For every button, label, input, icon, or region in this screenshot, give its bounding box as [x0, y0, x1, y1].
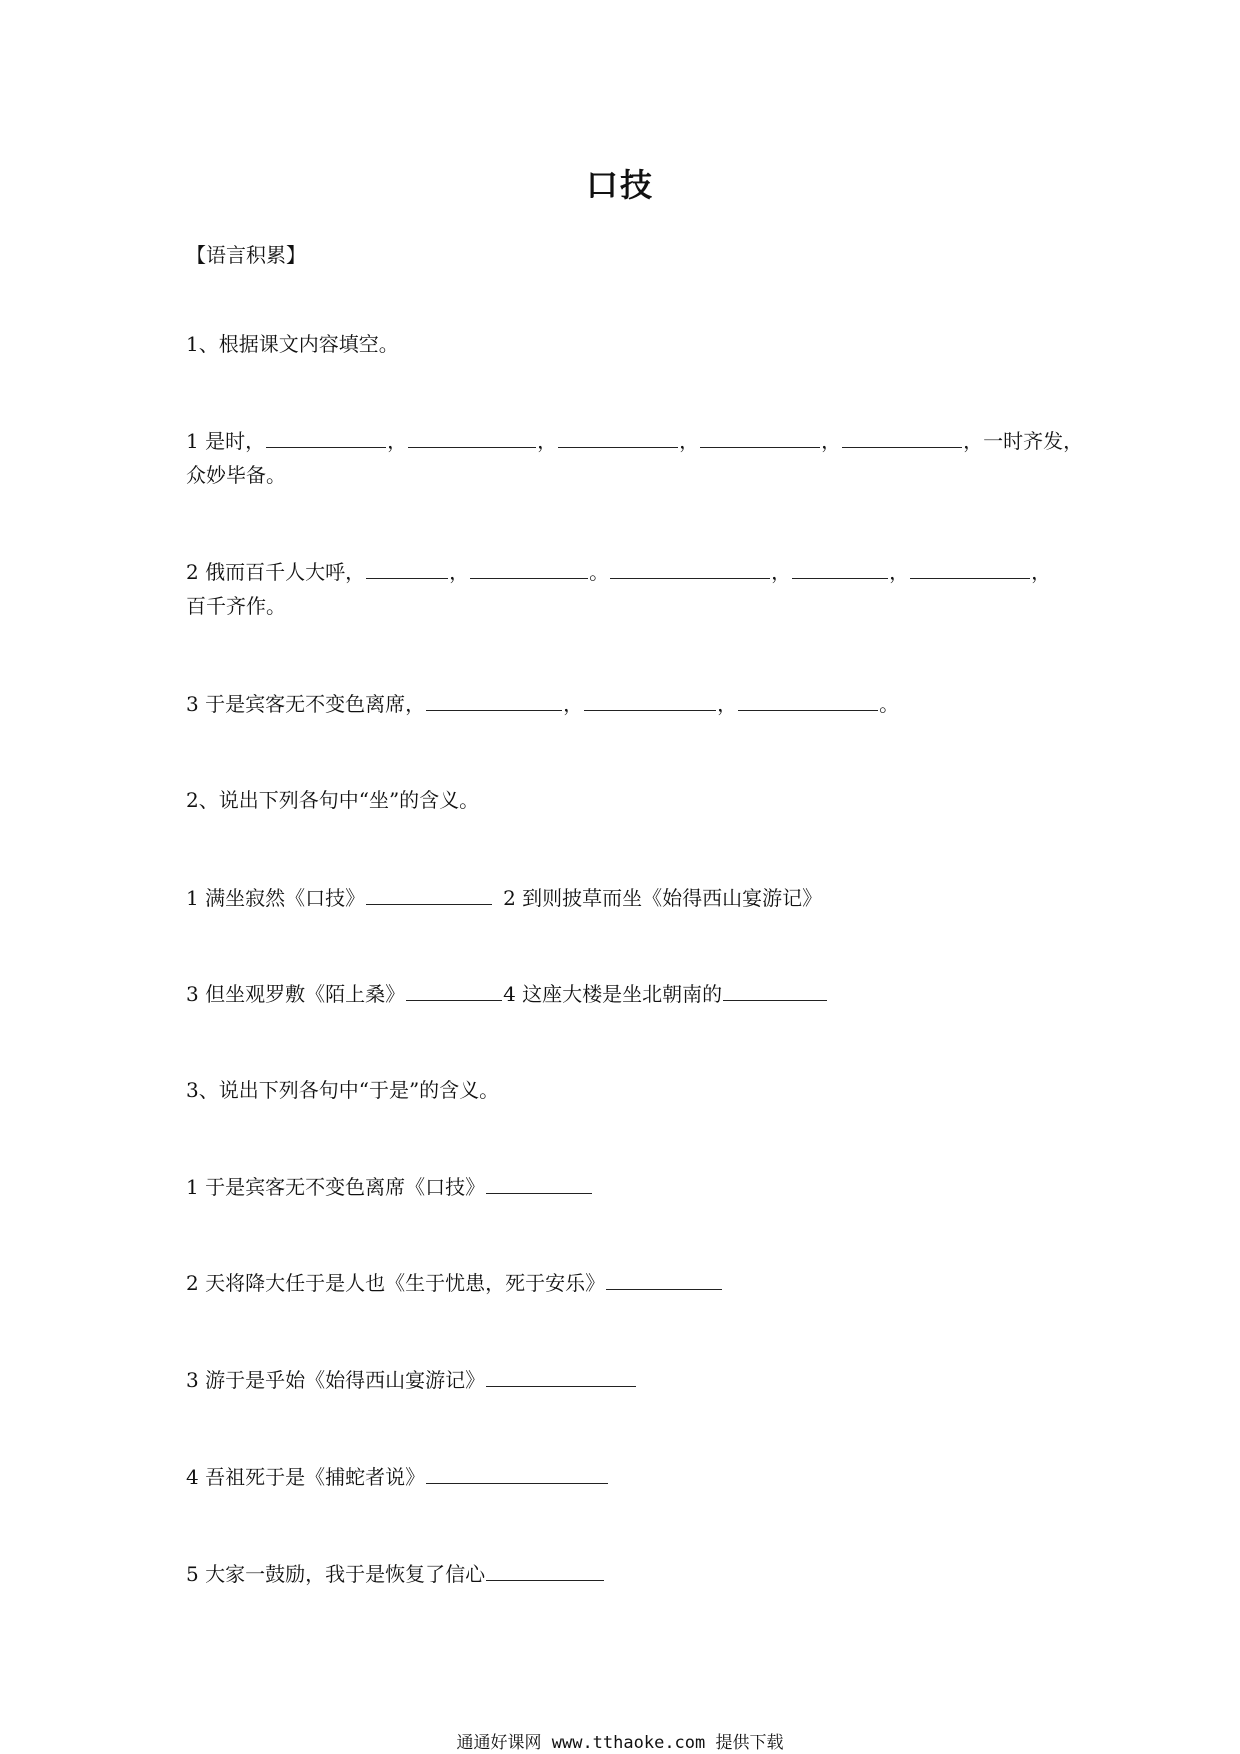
answer-blank[interactable] — [408, 425, 536, 448]
answer-blank[interactable] — [723, 978, 827, 1001]
separator: ， — [889, 560, 910, 584]
q3-item-3-text: 3 游于是乎始《始得西山宴游记》 — [186, 1368, 486, 1392]
answer-blank[interactable] — [558, 425, 678, 448]
question-2-prompt: 2、说出下列各句中“坐”的含义。 — [186, 788, 480, 812]
page-title: 口技 — [585, 166, 654, 204]
q3-item-5 — [186, 1557, 605, 1591]
q3-item-4-text: 4 吾祖死于是《捕蛇者说》 — [186, 1465, 426, 1489]
answer-blank[interactable] — [366, 882, 492, 905]
q2-item-1: 1 满坐寂然《口技》 — [186, 886, 366, 910]
separator: ， — [821, 429, 842, 453]
q1-item-2 — [186, 555, 1051, 589]
answer-blank[interactable] — [406, 978, 502, 1001]
answer-blank[interactable] — [486, 1558, 604, 1581]
page-footer: 通通好课网 www.tthaoke.com 提供下载 — [456, 1733, 784, 1753]
q3-item-3 — [186, 1363, 637, 1397]
answer-blank[interactable] — [426, 1461, 608, 1484]
q3-item-4 — [186, 1460, 609, 1494]
answer-blank[interactable] — [486, 1171, 592, 1194]
answer-blank[interactable] — [584, 688, 716, 711]
answer-blank[interactable] — [606, 1267, 722, 1290]
question-3-prompt: 3、说出下列各句中“于是”的含义。 — [186, 1078, 500, 1102]
q1-item-2-prefix: 2 俄而百千人大呼， — [186, 560, 366, 584]
q3-item-2-text: 2 天将降大任于是人也《生于忧患，死于安乐》 — [186, 1271, 606, 1295]
section-heading: 【语言积累】 — [186, 243, 306, 267]
answer-blank[interactable] — [266, 425, 386, 448]
q2-row-2 — [186, 977, 828, 1011]
q2-item-2: 2 到则披草而坐《始得西山宴游记》 — [503, 886, 823, 910]
answer-blank[interactable] — [366, 556, 448, 579]
separator: 。 — [589, 560, 610, 584]
q2-item-3: 3 但坐观罗敷《陌上桑》 — [186, 982, 406, 1006]
q1-item-1-prefix: 1 是时， — [186, 429, 266, 453]
separator: ， — [771, 560, 792, 584]
separator: ， — [1031, 560, 1052, 584]
answer-blank[interactable] — [700, 425, 820, 448]
q1-item-3-prefix: 3 于是宾客无不变色离席， — [186, 692, 426, 716]
answer-blank[interactable] — [470, 556, 588, 579]
q3-item-5-text: 5 大家一鼓励，我于是恢复了信心 — [186, 1562, 486, 1586]
answer-blank[interactable] — [910, 556, 1030, 579]
answer-blank[interactable] — [792, 556, 888, 579]
answer-blank[interactable] — [486, 1364, 636, 1387]
answer-blank[interactable] — [842, 425, 962, 448]
q1-item-1 — [186, 424, 1083, 458]
separator: ， — [537, 429, 558, 453]
q3-item-1-text: 1 于是宾客无不变色离席《口技》 — [186, 1175, 486, 1199]
separator: ， — [449, 560, 470, 584]
q1-item-1-continuation: 众妙毕备。 — [186, 463, 286, 487]
q1-item-2-continuation: 百千齐作。 — [186, 594, 286, 618]
separator: ， — [679, 429, 700, 453]
answer-blank[interactable] — [426, 688, 562, 711]
separator: ， — [963, 429, 984, 453]
separator: ， — [717, 692, 738, 716]
separator: ， — [387, 429, 408, 453]
q3-item-2 — [186, 1266, 723, 1300]
answer-blank[interactable] — [610, 556, 770, 579]
separator: 。 — [879, 692, 900, 716]
q1-item-1-suffix: 一时齐发， — [983, 429, 1084, 453]
q3-item-1 — [186, 1170, 593, 1204]
separator: ， — [563, 692, 584, 716]
answer-blank[interactable] — [738, 688, 878, 711]
q1-item-3 — [186, 687, 899, 721]
question-1-prompt: 1、根据课文内容填空。 — [186, 332, 399, 356]
q2-row-1 — [186, 881, 822, 915]
q2-item-4: 4 这座大楼是坐北朝南的 — [503, 982, 723, 1006]
